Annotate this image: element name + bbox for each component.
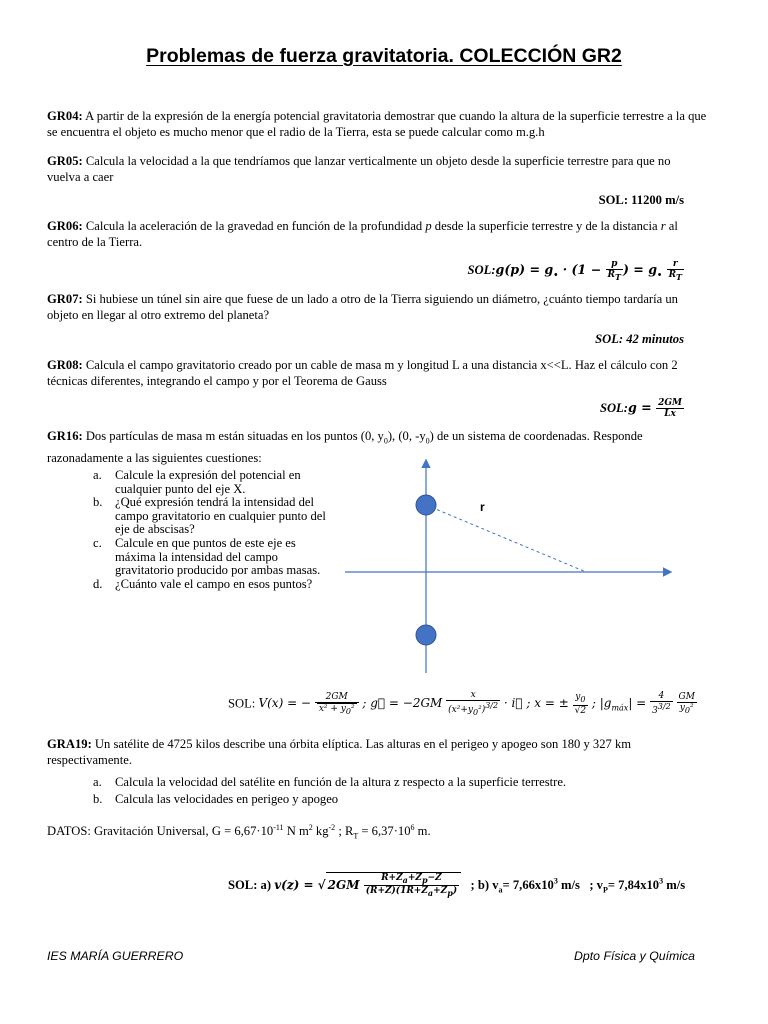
list-marker: d. [93,576,103,591]
solution-gr07: SOL: 42 minutos [595,332,684,346]
footer-left: IES MARÍA GUERRERO [47,949,184,963]
list-text: Calcula la velocidad del satélite en función de la altura z respecto a la superficie terrestre. [115,775,567,789]
solution-gr06 [468,259,684,282]
problem-gr04 [47,108,707,140]
list-item [93,537,338,578]
list-item [93,776,653,790]
list-marker: b. [93,791,103,806]
problem-gr07 [47,291,707,323]
list-marker: b. [93,495,103,510]
list-marker: c. [93,535,102,550]
var-p: p [425,219,432,233]
problem-text: desde la superficie terrestre y de la distancia [431,219,661,233]
page-title: Problemas de fuerza gravitatoria. COLECCIÓN GR2 [146,45,622,67]
problem-text: Si hubiese un túnel sin aire que fuese de un lado a otro de la Tierra siguiendo un diámetro, ¿cuánto tiempo tardaría un objeto en llegar al otro extremo del planeta? [47,292,678,322]
list-item [93,469,338,496]
mass-bottom [416,625,436,645]
list-marker: a. [93,775,102,789]
data-line: DATOS: Gravitación Universal, $G = 6,67\cdot 10^{-11}$ N $m^2$ $kg^{-2}$ ; $R_T = 6,37\cdot 10^6$ m. [47,823,431,841]
solution-text: ; b) v [470,877,499,892]
problem-id: GR08: [47,358,83,372]
problem-text: A partir de la expresión de la energía potencial gravitatoria demostrar que cuando la altura de la superficie terrestre a la que se encuentra el objeto es mucho menor que el radio de la Tierra, esta se puede calcular como m.g.h [47,109,707,139]
problem-gr16: GR16: Dos partículas de masa m están situadas en los puntos (0, $y_0$), (0, $-y_0$) de un sistema de coordenadas. Responde razonadamente a las siguientes cuestiones: [47,429,643,465]
problem-text: al centro de la Tierra. [47,219,678,249]
formula-gr08: g = $\frac{2GM}{Lx}$ [627,398,682,419]
data-text: DATOS: Gravitación Universal, G = 6,67·10 [47,824,274,839]
solution-gr05: SOL: 11200 m/s [598,193,684,207]
list-text: Calcule la expresión del potencial en cualquier punto del eje X. [115,468,301,496]
problem-id: GR16: [47,429,83,443]
footer-right: Dpto Física y Química [574,949,695,963]
problem-gr05 [47,153,707,185]
problem-text: Un satélite de 4725 kilos describe una órbita elíptica. Las alturas en el perigeo y apogeo son 180 y 327 km respectivamente. [47,737,632,767]
problem-text: ) de un sistema de coordenadas. Responde razonadamente a las siguientes cuestiones: [47,429,643,465]
list-item [93,578,338,592]
var-r: r [660,219,666,233]
mass-top [416,495,436,515]
solution-text: ; v [589,877,603,892]
list-item [93,496,338,537]
list-text: ¿Cuánto vale el campo en esos puntos? [115,576,313,591]
solution-text: m/s [663,877,686,892]
problem-gr08 [47,357,707,389]
coordinate-diagram [340,455,680,675]
problem-text: Dos partículas de masa m están situadas en los puntos (0, y [82,429,384,443]
solution-gra19: SOL: a) v(z) = √ 2GM $\frac{R+Z_a+Z_p-Z}{(R+Z)(1R+Z_a+Z_p)}$ ; b) $v_a= 7,66x10^3$ m/s ; $v_P= 7,84x10^3$ m/s [228,873,686,898]
problem-id: GR04: [47,109,83,123]
formula-gr16: V(x) = − $\frac{2GM}{x^2 + y_0^2}$ ; g⃗ = −2GM $\frac{x}{(x^2+y_0^2)^{3/2}}$ · i⃗ ; x = ± $\frac{y_0}{√2}$ ; $|g_{máx}|$ = $\frac{4}{3^{3/2}}$ $\frac{GM}{y_0^2}$ [258,690,695,717]
problem-text: Calcula el campo gravitatorio creado por un cable de masa m y longitud L a una distancia x<<L. Haz el cálculo con 2 técnicas diferentes, integrando el campo y por el Teorema de Gauss [47,358,678,388]
gra19-questions [93,776,653,806]
problem-gr06 [47,218,707,250]
formula-gr06: $g(p) = g_• \cdot (1$ − $\frac{p}{R_T}$ ) = $g_•$ $\frac{r}{R_T}$ [495,259,682,282]
list-text: Calcule en que puntos de este eje es máxima la intensidad del campo gravitatorio producido por ambas masas. [115,535,321,578]
list-text: Calcula las velocidades en perigeo y apogeo [115,791,339,806]
problem-id: GRA19: [47,737,92,751]
solution-label: SOL: [467,262,496,277]
problem-id: GR05: [47,154,83,168]
solution-label: SOL: [228,696,259,711]
solution-gr16 [228,690,697,718]
solution-gr08 [600,398,684,419]
list-item [93,793,653,807]
problem-text: ), (0, -y [387,429,426,443]
solution-text: m/s [557,877,580,892]
problem-text: Calcula la velocidad a la que tendríamos que lanzar verticalmente un objeto desde la superficie terrestre para que no vuelva a caer [47,154,671,184]
label-r: r [480,500,485,514]
solution-text: = 7,84x10 [607,877,660,892]
distance-line-r [426,505,586,572]
solution-label: SOL: [599,401,628,415]
solution-text: = 7,66x10 [502,877,554,892]
problem-text: Calcula la aceleración de la gravedad en función de la profundidad [82,219,426,233]
gr16-questions [93,469,338,591]
list-text: ¿Qué expresión tendrá la intensidad del campo gravitatorio en cualquier punto del eje de abscisas? [115,495,326,537]
formula-gra19: v(z) = √ 2GM $\frac{R+Z_a+Z_p-Z}{(R+Z)(1R+Z_a+Z_p)}$ [274,878,461,892]
list-marker: a. [93,468,102,482]
problem-id: GR06: [47,219,83,233]
problem-id: GR07: [47,292,83,306]
solution-label: SOL: a) [228,877,275,892]
problem-gra19 [47,736,707,768]
